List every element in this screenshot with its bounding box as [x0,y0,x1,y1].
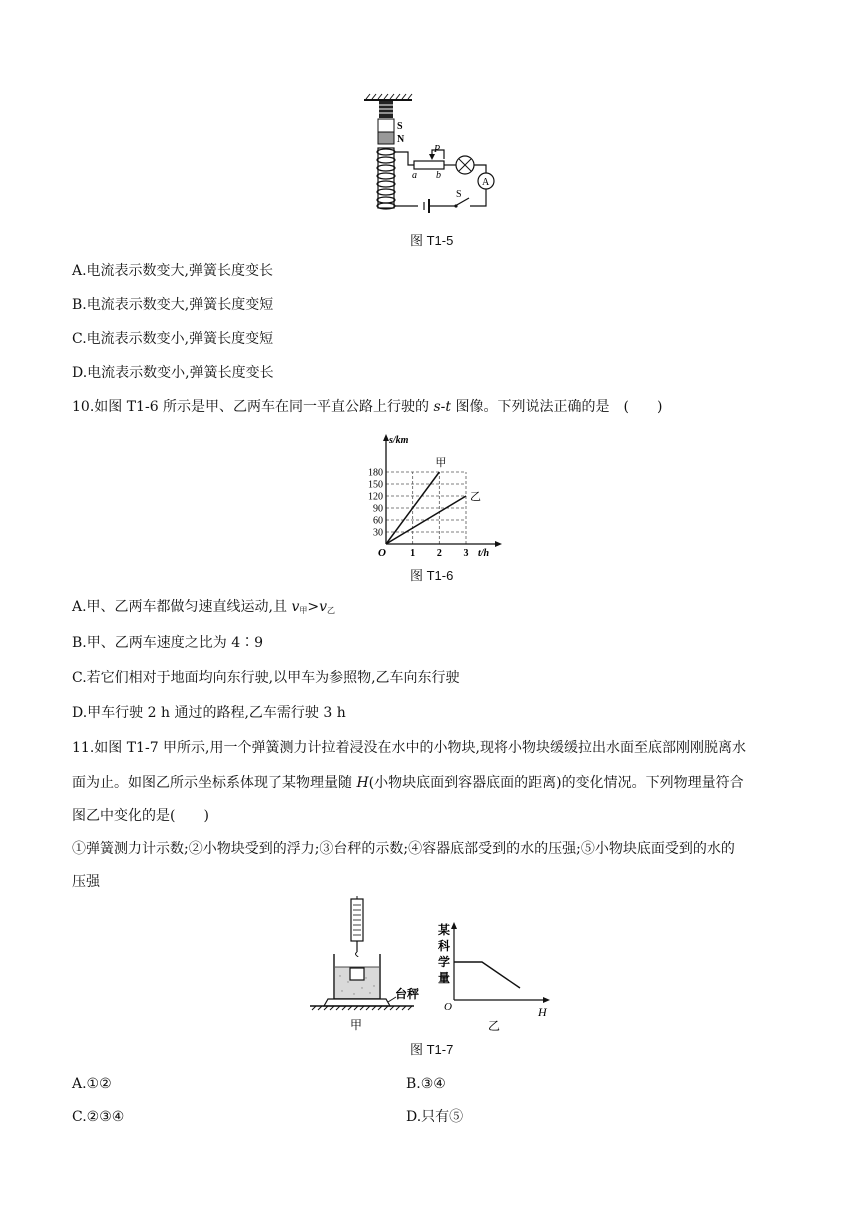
q9-option-d: D.电流表示数变小,弹簧长度变长 [72,365,274,381]
q11-stem-line-2 [72,773,744,793]
y-label-char: 学 [438,955,451,969]
quantity-graph [432,918,558,1034]
scale-label: 台秤 [395,987,420,1001]
y-tick-label: 120 [368,491,383,503]
q9-option-a: A.电流表示数变大,弹簧长度变长 [72,263,274,279]
q10-option-a-text: A.甲、乙两车都做匀速直线运动,且 [72,599,292,615]
subscript-jia: 甲 [299,606,308,615]
block-icon [350,968,364,980]
q10-option-c: C.若它们相对于地面均向东行驶,以甲车为参照物,乙车向东行驶 [72,670,460,686]
q11-option-b: B.③④ [406,1076,446,1092]
x-tick-label: 1 [410,548,416,558]
y-axis-label: s/km [389,435,409,446]
terminal-b-label: b [436,170,441,181]
v-symbol: v [319,599,328,615]
q9-option-b: B.电流表示数变大,弹簧长度变短 [72,297,274,313]
q11-option-a: A.①② [72,1076,112,1092]
h-symbol: H [356,775,369,791]
q11-option-c: C.②③④ [72,1109,125,1125]
x-axis-label: H [538,1005,547,1019]
q9-option-c: C.电流表示数变小,弹簧长度变短 [72,331,274,347]
figure-jia-label: 甲 [350,1018,363,1032]
q10-option-a [72,597,335,621]
origin-label: O [444,1001,452,1013]
lamp-icon [456,156,474,174]
y-label-char: 科 [438,939,451,953]
subscript-yi: 乙 [327,606,336,615]
q10-stem-var: s-t [433,399,452,415]
greater-than: > [307,599,320,615]
q11-items-line-2: 压强 [72,874,100,890]
y-tick-label: 90 [373,503,383,515]
electromagnet-coil [377,148,395,209]
q11-items-line-1: ①弹簧测力计示数;②小物块受到的浮力;③台秤的示数;④容器底部受到的水的压强;⑤小物块底面受到的水的 [72,841,735,857]
q10-stem [72,397,662,417]
x-axis-label: t/h [478,548,490,558]
q10-option-b: B.甲、乙两车速度之比为 4∶9 [72,635,264,651]
x-axis-arrow [495,541,502,547]
switch-label: S [456,189,462,200]
y-tick-label: 180 [368,467,383,479]
st-chart [348,432,508,558]
scale-platform-icon [324,999,390,1006]
y-tick-label: 150 [368,479,383,491]
y-label-char: 量 [438,971,451,985]
slider-p-label: P [434,144,441,155]
q11-stem-line-1: 11.如图 T1-7 甲所示,用一个弹簧测力计拉着浸没在水中的小物块,现将小物块缓缓拉出水面至底部刚刚脱离水 [72,740,746,756]
y-tick-label: 60 [373,515,383,527]
q11-stem-2-pre: 面为止。如图乙所示坐标系体现了某物理量随 [72,775,357,791]
q11-option-d: D.只有⑤ [406,1109,464,1125]
figure-yi-label: 乙 [488,1019,501,1033]
v-symbol: v [291,599,300,615]
figure-caption: 图 T1-7 [410,1042,454,1057]
series-label-jia: 甲 [435,457,447,469]
figure-caption: 图 T1-6 [410,568,454,583]
s-pole-label: S [397,121,403,132]
n-pole-label: N [397,134,405,145]
x-tick-label: 3 [463,548,469,558]
terminal-a-label: a [412,170,417,181]
circuit-diagram [352,92,508,222]
q10-option-d: D.甲车行驶 2 h 通过的路程,乙车需行驶 3 h [72,705,346,721]
q11-stem-2-post: (小物块底面到容器底面的距离)的变化情况。下列物理量符合 [368,775,744,791]
q11-stem-line-3: 图乙中变化的是( ) [72,808,209,824]
origin-label: O [378,547,386,558]
quantity-curve [454,962,520,988]
figure-caption: 图 T1-5 [410,233,454,248]
series-label-yi: 乙 [470,491,481,503]
y-label-char: 某 [438,923,451,937]
apparatus-diagram [304,896,430,1036]
q10-stem-post: 图像。下列说法正确的是 ( ) [451,399,663,415]
y-tick-label: 30 [373,527,383,539]
x-tick-label: 2 [436,548,442,558]
ammeter-label: A [482,177,490,188]
q10-stem-pre: 10.如图 T1-6 所示是甲、乙两车在同一平直公路上行驶的 [72,399,434,415]
